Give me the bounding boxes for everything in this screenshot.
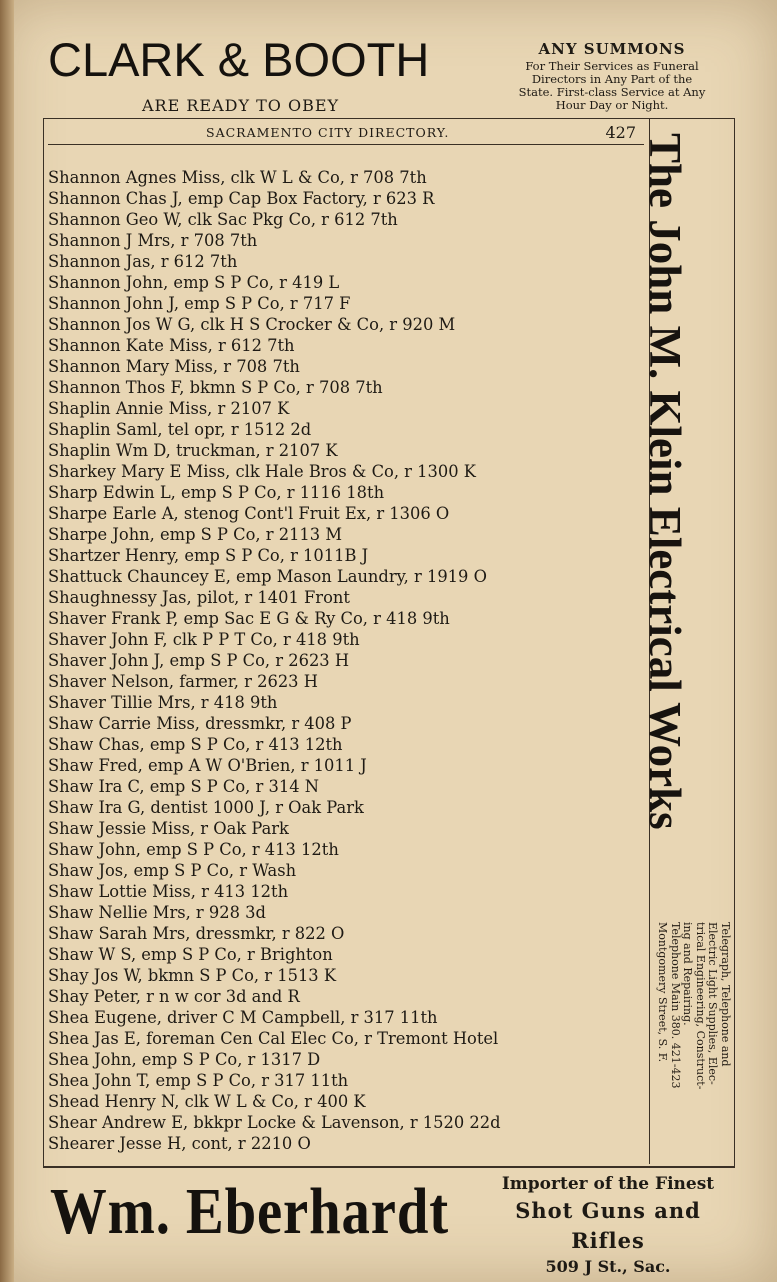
directory-entry: Shannon Kate Miss, r 612 7th: [48, 336, 295, 355]
directory-entry: Shaw W S, emp S P Co, r Brighton: [48, 945, 333, 964]
directory-entry: Sharkey Mary E Miss, clk Hale Bros & Co, r 1300 K: [48, 462, 476, 481]
directory-entry: Shannon Thos F, bkmn S P Co, r 708 7th: [48, 378, 383, 397]
directory-entry: Shannon Jos W G, clk H S Crocker & Co, r 920 M: [48, 315, 456, 334]
directory-entry: Shaw Nellie Mrs, r 928 3d: [48, 903, 266, 922]
summons-line: Hour Day or Night.: [555, 98, 669, 112]
footer-divider: [43, 1166, 735, 1167]
directory-entry: Shearer Jesse H, cont, r 2210 O: [48, 1134, 311, 1153]
directory-entry: Shaver Tillie Mrs, r 418 9th: [48, 693, 278, 712]
directory-entry: Sharp Edwin L, emp S P Co, r 1116 18th: [48, 483, 385, 502]
klein-detail-line: Montgomery Street, S. F.: [656, 922, 670, 1063]
address-line: 509 J St., Sac.: [545, 1257, 671, 1276]
directory-entry: Shaw Ira G, dentist 1000 J, r Oak Park: [48, 798, 364, 817]
clark-booth-brand: CLARK & BOOTH: [48, 33, 430, 86]
directory-entry: Shea Eugene, driver C M Campbell, r 317 11th: [48, 1008, 438, 1027]
directory-entry: Shaver John J, emp S P Co, r 2623 H: [48, 651, 350, 670]
directory-entry: Shaw John, emp S P Co, r 413 12th: [48, 840, 339, 859]
directory-entry: Shaplin Annie Miss, r 2107 K: [48, 399, 290, 418]
page-number: 427: [605, 123, 636, 142]
directory-entry: Shaw Jessie Miss, r Oak Park: [48, 819, 289, 838]
directory-entry: Shear Andrew E, bkkpr Locke & Lavenson, r 1520 22d: [48, 1113, 501, 1132]
summons-title: ANY SUMMONS: [538, 40, 686, 58]
klein-ad-details: [651, 922, 731, 1144]
directory-entry: Shartzer Henry, emp S P Co, r 1011B J: [48, 546, 369, 565]
clark-booth-tagline: ARE READY TO OBEY: [142, 96, 340, 115]
directory-entry: Shea John T, emp S P Co, r 317 11th: [48, 1071, 349, 1090]
summons-line: For Their Services as Funeral: [525, 59, 699, 73]
directory-entry: Shaver Nelson, farmer, r 2623 H: [48, 672, 318, 691]
directory-entry: Shaw Chas, emp S P Co, r 413 12th: [48, 735, 343, 754]
summons-line: State. First-class Service at Any: [518, 85, 706, 99]
directory-entry: Shay Jos W, bkmn S P Co, r 1513 K: [48, 966, 337, 985]
directory-entry: Shead Henry N, clk W L & Co, r 400 K: [48, 1092, 366, 1111]
directory-entry: Shaw Lottie Miss, r 413 12th: [48, 882, 289, 901]
directory-entry: Shaw Sarah Mrs, dressmkr, r 822 O: [48, 924, 345, 943]
directory-listing: [48, 167, 648, 1154]
directory-entry: Shannon John, emp S P Co, r 419 L: [48, 273, 340, 292]
klein-detail-line: Electric Light Supplies, Elec-: [706, 922, 720, 1085]
directory-entry: Sharpe John, emp S P Co, r 2113 M: [48, 525, 342, 544]
directory-entry: Shaughnessy Jas, pilot, r 1401 Front: [48, 588, 350, 607]
directory-entry: Shannon Mary Miss, r 708 7th: [48, 357, 300, 376]
directory-entry: Shannon John J, emp S P Co, r 717 F: [48, 294, 351, 313]
directory-entry: Shay Peter, r n w cor 3d and R: [48, 987, 300, 1006]
importer-line: Importer of the Finest: [501, 1174, 715, 1194]
directory-entry: Shaw Fred, emp A W O'Brien, r 1011 J: [48, 756, 367, 775]
directory-title: SACRAMENTO CITY DIRECTORY.: [206, 125, 450, 140]
directory-entry: Shea John, emp S P Co, r 1317 D: [48, 1050, 321, 1069]
directory-entry: Shannon Chas J, emp Cap Box Factory, r 623 R: [48, 189, 435, 208]
directory-entry: Shaver Frank P, emp Sac E G & Ry Co, r 418 9th: [48, 609, 450, 628]
goods-line: Shot Guns and Rifles: [515, 1198, 701, 1253]
directory-entry: Shattuck Chauncey E, emp Mason Laundry, r 1919 O: [48, 567, 487, 586]
directory-entry: Shea Jas E, foreman Cen Cal Elec Co, r Tremont Hotel: [48, 1029, 499, 1048]
summons-ad: [492, 40, 732, 112]
directory-entry: Sharpe Earle A, stenog Cont'l Fruit Ex, r 1306 O: [48, 504, 450, 523]
directory-entry: Shannon Agnes Miss, clk W L & Co, r 708 7th: [48, 168, 427, 187]
running-head: [48, 122, 644, 145]
klein-ad-title: The John M. Klein Electrical Works: [640, 133, 690, 830]
directory-entry: Shaw Jos, emp S P Co, r Wash: [48, 861, 297, 880]
book-spine: [0, 0, 14, 1282]
directory-entry: Shannon J Mrs, r 708 7th: [48, 231, 258, 250]
eberhardt-ad: [488, 1172, 728, 1278]
klein-detail-line: trical Engineering, Construct-: [694, 922, 707, 1090]
summons-text: [492, 60, 732, 112]
directory-entry: Shaw Ira C, emp S P Co, r 314 N: [48, 777, 319, 796]
eberhardt-name: Wm. Eberhardt: [50, 1175, 450, 1248]
klein-detail-line: Telephone Main 380. 421-423: [669, 922, 682, 1089]
directory-entry: Shannon Jas, r 612 7th: [48, 252, 238, 271]
directory-entry: Shaw Carrie Miss, dressmkr, r 408 P: [48, 714, 352, 733]
directory-entry: Shaver John F, clk P P T Co, r 418 9th: [48, 630, 360, 649]
klein-detail-line: Telegraph, Telephone and: [719, 922, 732, 1067]
klein-detail-line: ing and Repairing.: [681, 922, 695, 1026]
directory-entry: Shaplin Saml, tel opr, r 1512 2d: [48, 420, 312, 439]
summons-line: Directors in Any Part of the: [531, 72, 693, 86]
directory-entry: Shannon Geo W, clk Sac Pkg Co, r 612 7th: [48, 210, 398, 229]
directory-entry: Shaplin Wm D, truckman, r 2107 K: [48, 441, 338, 460]
clark-booth-ad: [48, 33, 478, 115]
